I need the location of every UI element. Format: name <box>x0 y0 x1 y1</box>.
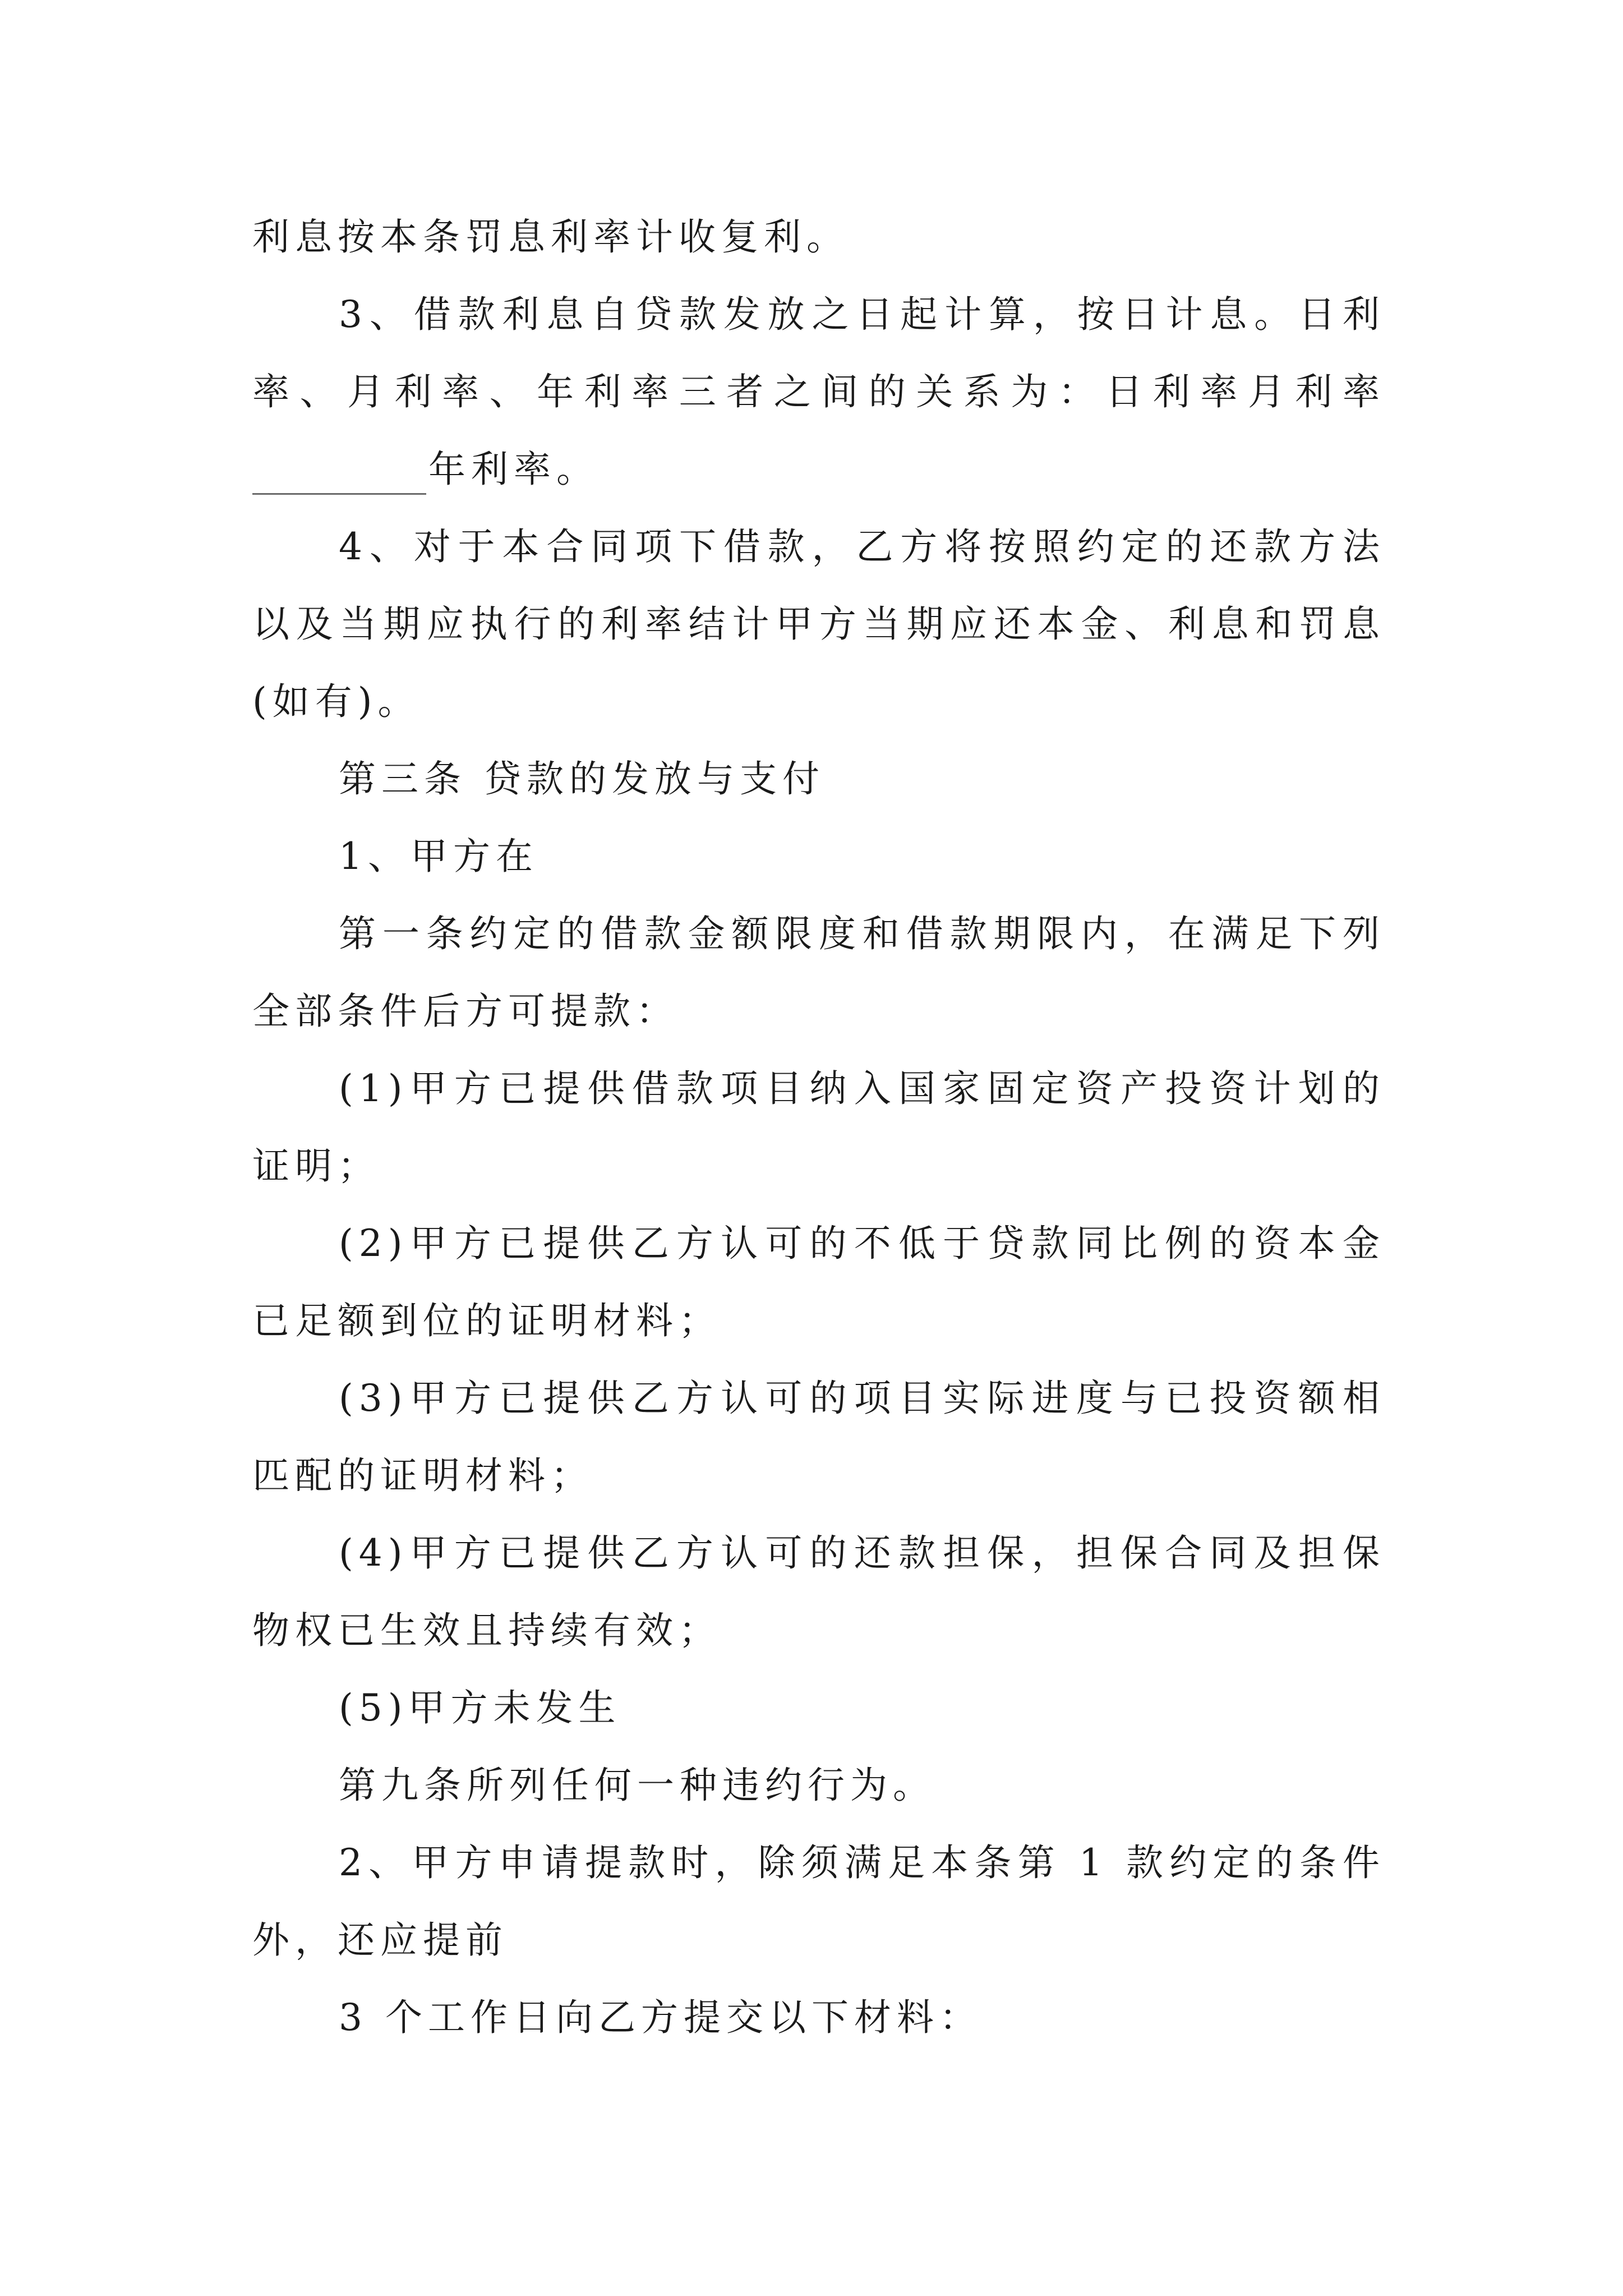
text-line: 4、对于本合同项下借款，乙方将按照约定的还款方法 <box>339 525 1385 568</box>
text-line: 第九条所列任何一种违约行为。 <box>339 1764 935 1807</box>
text-line-with-blank <box>252 444 1385 495</box>
text-line: 物权已生效且持续有效； <box>252 1609 721 1652</box>
text-line: 证明； <box>252 1144 380 1188</box>
text-line: (如有)。 <box>252 680 421 723</box>
text-line: (4)甲方已提供乙方认可的还款担保，担保合同及担保 <box>339 1531 1385 1575</box>
text-line: (3)甲方已提供乙方认可的项目实际进度与已投资额相 <box>339 1377 1385 1420</box>
text-line: 全部条件后方可提款： <box>252 990 679 1033</box>
text-line: (2)甲方已提供乙方认可的不低于贷款同比例的资本金 <box>339 1222 1385 1265</box>
text-line: 3、借款利息自贷款发放之日起计算，按日计息。日利 <box>339 293 1385 336</box>
text-line: 率、月利率、年利率三者之间的关系为：日利率月利率 <box>252 370 1385 413</box>
text-segment: 年利率。 <box>428 448 599 491</box>
text-line: 匹配的证明材料； <box>252 1454 593 1497</box>
text-line: (1)甲方已提供借款项目纳入国家固定资产投资计划的 <box>339 1067 1385 1110</box>
section-heading: 第三条 贷款的发放与支付 <box>339 757 825 800</box>
fill-in-blank <box>252 459 426 495</box>
text-line: 外，还应提前 <box>252 1918 508 1962</box>
text-line: (5)甲方未发生 <box>339 1686 621 1729</box>
text-line: 已足额到位的证明材料； <box>252 1299 721 1342</box>
text-line: 以及当期应执行的利率结计甲方当期应还本金、利息和罚息 <box>252 602 1385 646</box>
text-line: 2、甲方申请提款时，除须满足本条第 1 款约定的条件 <box>339 1841 1385 1884</box>
text-line: 3 个工作日向乙方提交以下材料： <box>339 1996 982 2039</box>
text-line: 利息按本条罚息利率计收复利。 <box>252 215 849 259</box>
text-line: 1、甲方在 <box>339 835 538 878</box>
text-line: 第一条约定的借款金额限度和借款期限内，在满足下列 <box>339 912 1385 955</box>
